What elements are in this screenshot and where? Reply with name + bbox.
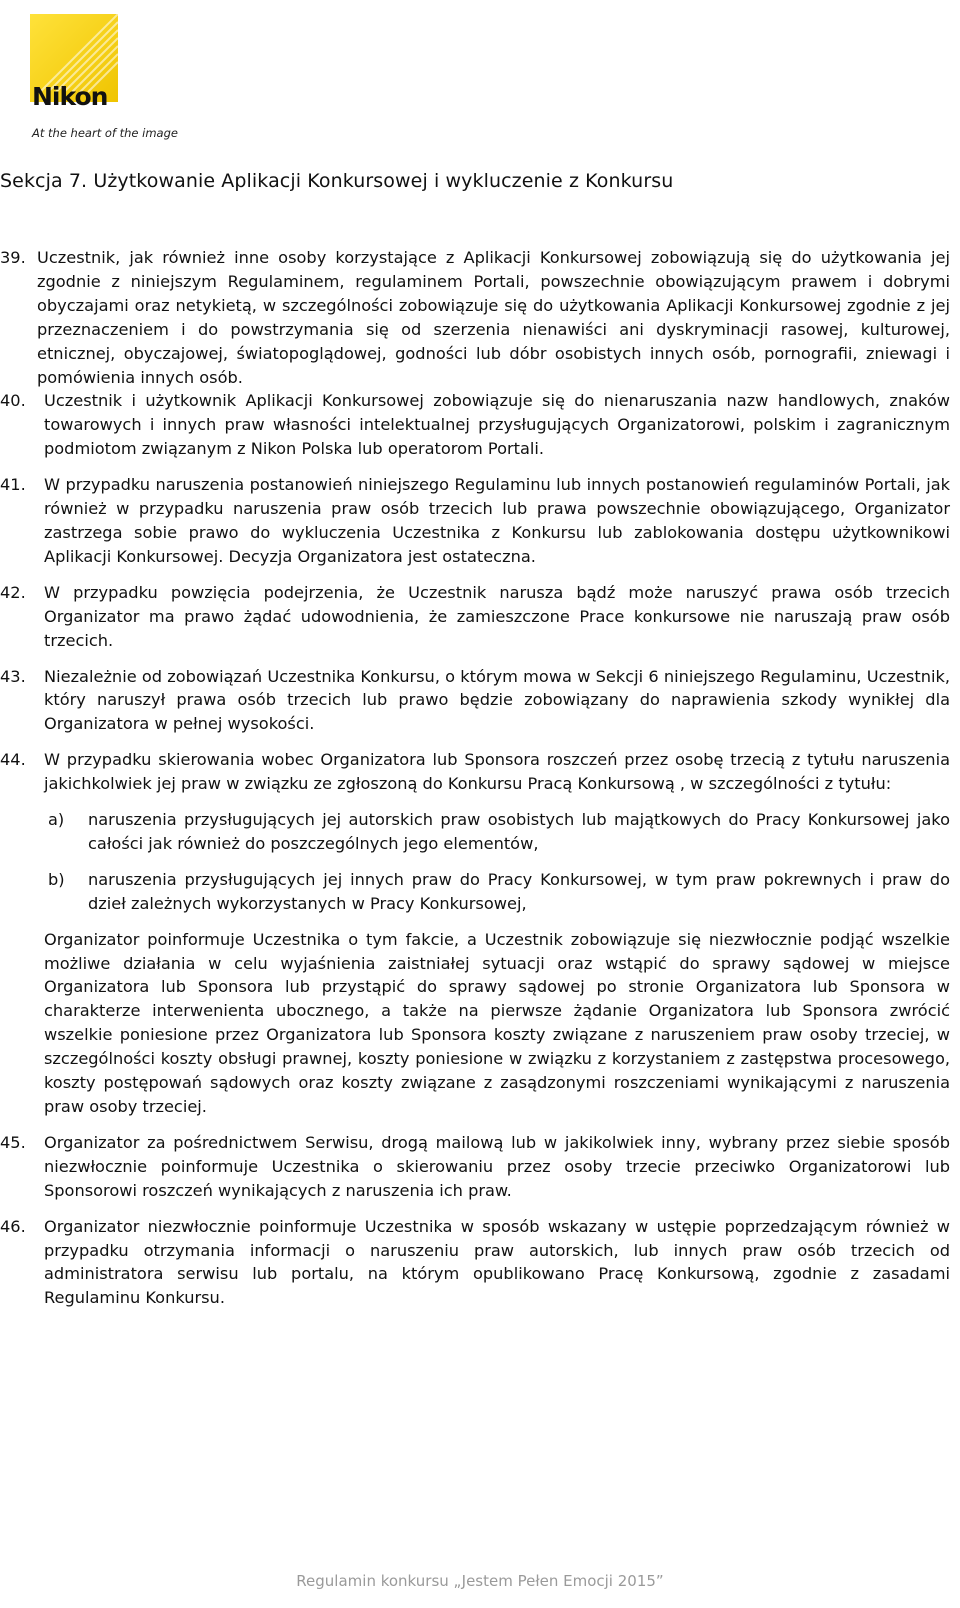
paragraph-40 xyxy=(0,389,950,461)
paragraph-44 xyxy=(0,748,950,796)
paragraph-number: 40. xyxy=(0,391,26,411)
list-item-text: naruszenia przysługujących jej autorskich praw osobistych lub majątkowych do Pracy Konkursowej jako całości jak również do poszczególnych jego elementów, xyxy=(88,810,950,853)
list-item-label: a) xyxy=(48,810,65,830)
paragraph-41 xyxy=(0,473,950,569)
paragraph-number: 45. xyxy=(0,1132,26,1152)
paragraph-number: 46. xyxy=(0,1216,26,1236)
paragraph-text: Uczestnik, jak również inne osoby korzystające z Aplikacji Konkursowej zobowiązują się do użytkowania jej zgodnie z niniejszym Regulaminem, regulaminem Portali, powszechnie obowiązującym prawem i dobrymi obyczajami oraz netykietą, w szczególności zobowiązuje się do użytkowania Aplikacji Konkursowej zgodnie z jej przeznaczeniem i do powstrzymania się od szerzenia nienawiści ani dyskryminacji rasowej, kulturowej, etnicznej, obyczajowej, światopoglądowej, godności lub dóbr osobistych innych osób, pornografii, zniewagi i pomówienia innych osób. xyxy=(37,248,950,387)
paragraph-42 xyxy=(0,581,950,653)
paragraph-number: 44. xyxy=(0,750,26,770)
paragraph-number: 43. xyxy=(0,666,26,686)
paragraph-46 xyxy=(0,1215,950,1311)
paragraph-44-continuation: Organizator poinformuje Uczestnika o tym fakcie, a Uczestnik zobowiązuje się niezwłocznie podjąć wszelkie możliwe działania w celu wyjaśnienia zaistniałej sytuacji oraz wstąpić do sprawy sądowej w miejsce Organizatora lub Sponsora lub przystąpić do sprawy sądowej po stronie Organizatora lub Sponsora w charakterze interwenienta ubocznego, a także na pierwsze żądanie Organizatora lub Sponsora zwrócić wszelkie poniesione przez Organizatora lub Sponsora koszty związane z naruszeniem praw osoby trzeciej, w szczególności koszty obsługi prawnej, koszty poniesione w związku z korzystaniem z zastępstwa procesowego, koszty postępowań sądowych oraz koszty związane z zasądzonymi roszczeniami wynikającymi z naruszenia praw osoby trzeciej. xyxy=(44,929,950,1116)
list-item xyxy=(0,868,950,916)
paragraph-text: Organizator niezwłocznie poinformuje Uczestnika w sposób wskazany w ustępie poprzedzającym również w przypadku otrzymania informacji o naruszeniu praw autorskich, lub innych praw osób trzecich od administratora serwisu lub portalu, na którym opublikowano Pracę Konkursową, zgodnie z zasadami Regulaminu Konkursu. xyxy=(44,1216,950,1308)
page-footer: Regulamin konkursu „Jestem Pełen Emocji 2015” xyxy=(296,1572,664,1590)
paragraph-text: Niezależnie od zobowiązań Uczestnika Konkursu, o którym mowa w Sekcji 6 niniejszego Regulaminu, Uczestnik, który naruszył prawa osób trzecich lub prawo będzie zobowiązany do naprawienia szkody wynikłej dla Organizatora w pełnej wysokości. xyxy=(44,666,950,734)
paragraph-text: W przypadku naruszenia postanowień niniejszego Regulaminu lub innych postanowień regulaminów Portali, jak również w przypadku naruszenia praw osób trzecich lub prawa powszechnie obowiązującego, Organizator zastrzega sobie prawo do wykluczenia Uczestnika z Konkursu lub zablokowania dostępu użytkownikowi Aplikacji Konkursowej. Decyzja Organizatora jest ostateczna. xyxy=(44,475,950,566)
paragraph-45 xyxy=(0,1131,950,1203)
nikon-logo xyxy=(30,14,180,140)
logo-tagline: At the heart of the image xyxy=(32,126,178,140)
document-body xyxy=(0,246,950,1310)
list-item-label: b) xyxy=(48,869,65,889)
list-item-text: naruszenia przysługujących jej innych praw do Pracy Konkursowej, w tym praw pokrewnych i praw do dzieł zależnych wykorzystanych w Pracy Konkursowej, xyxy=(88,869,950,913)
paragraph-43 xyxy=(0,665,950,737)
paragraph-number: 42. xyxy=(0,582,26,602)
logo-wordmark: Nikon xyxy=(32,82,108,111)
paragraph-number: 41. xyxy=(0,475,26,495)
paragraph-text: Organizator za pośrednictwem Serwisu, drogą mailową lub w jakikolwiek inny, wybrany przez siebie sposób niezwłocznie poinformuje Uczestnika o skierowaniu przez osoby trzecie przeciwko Organizatorowi lub Sponsorowi roszczeń wynikających z naruszenia ich praw. xyxy=(44,1132,950,1200)
paragraph-text: Uczestnik i użytkownik Aplikacji Konkursowej zobowiązuje się do nienaruszania nazw handlowych, znaków towarowych i innych praw własności intelektualnej przysługujących Organizatorowi, polskim i zagranicznym podmiotom związanym z Nikon Polska lub operatorom Portali. xyxy=(44,391,950,459)
list-item xyxy=(0,808,950,856)
paragraph-text: W przypadku powzięcia podejrzenia, że Uczestnik narusza bądź może naruszyć prawa osób trzecich Organizator ma prawo żądać udowodnienia, że zamieszczone Prace konkursowe nie naruszają praw osób trzecich. xyxy=(44,582,950,650)
paragraph-39 xyxy=(0,246,950,389)
paragraph-text: W przypadku skierowania wobec Organizatora lub Sponsora roszczeń przez osobę trzecią z tytułu naruszenia jakichkolwiek jej praw w związku ze zgłoszoną do Konkursu Pracą Konkursową , w szczególności z tytułu: xyxy=(44,750,950,794)
section-title: Sekcja 7. Użytkowanie Aplikacji Konkursowej i wykluczenie z Konkursu xyxy=(0,170,674,192)
paragraph-number: 39. xyxy=(0,248,26,267)
